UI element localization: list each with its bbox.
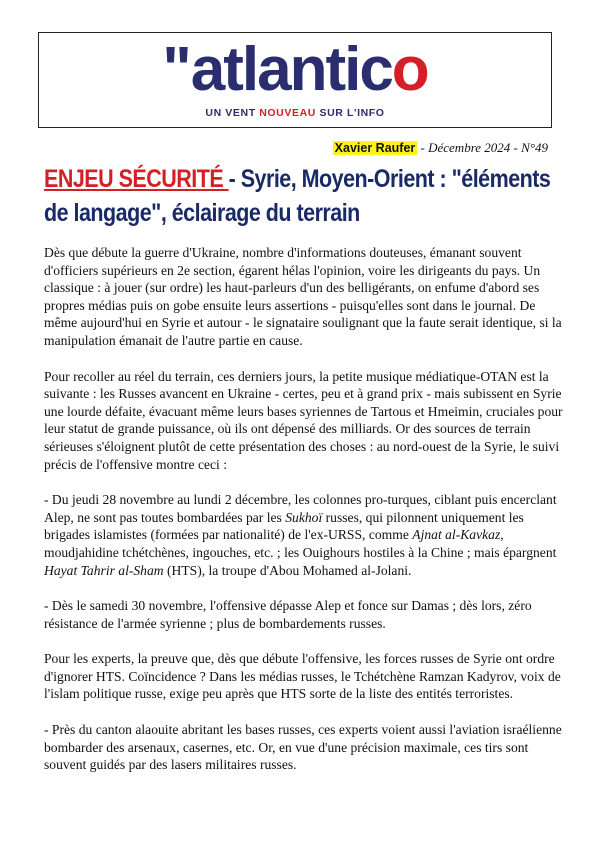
byline	[333, 140, 548, 156]
paragraph: - Du jeudi 28 novembre au lundi 2 décembre, les colonnes pro-turques, ciblant puis encerclant Alep, ne sont pas toutes bombardées par les Sukhoï russes, qui pilonnent uniquement les brigades islamistes (formées par nationalité) de l'ex-URSS, comme Ajnat al-Kavkaz, moudjahidine tchétchènes, ingouches, etc. ; les Ouighours hostiles à la Chine ; mais épargnent Hayat Tahrir al-Sham (HTS), la troupe d'Abou Mohamed al-Jolani.	[44, 492, 557, 578]
issue-details: - Décembre 2024 - N°49	[417, 140, 548, 155]
emphasis: Ajnat al-Kavkaz	[412, 527, 501, 543]
paragraph: - Dès le samedi 30 novembre, l'offensive dépasse Alep et fonce sur Damas ; dès lors, zéro résistance de l'armée syrienne ; plus de bombardements russes.	[44, 598, 532, 631]
paragraph: Pour recoller au réel du terrain, ces derniers jours, la petite musique médiatique-OTAN est la suivante : les Russes avancent en Ukraine - certes, peu et à grand prix - mais subissent en Syrie une lourde défaite, évacuant même leurs bases syriennes de Tartous et Hmeimin, cruciales pour leur statut de grande puissance, où ils ont dépensé des milliards. Or des sources de terrain sérieuses s'éloignent plutôt de cette présentation des choses : au nord-ouest de la Syrie, le suivi précis de l'offensive montre ceci :	[44, 368, 563, 472]
article-body	[44, 244, 564, 792]
logo-tagline: UN VENT NOUVEAU SUR L'INFO	[205, 107, 385, 119]
article-headline	[44, 162, 563, 230]
paragraph: - Près du canton alaouite abritant les bases russes, ces experts voient aussi l'aviation israélienne bombarder des arsenaux, casernes, etc. Or, en vue d'une précision maximale, ces tirs sont souvent guidés par des lasers militaires russes.	[44, 722, 562, 773]
author-name: Xavier Raufer	[334, 141, 416, 155]
emphasis: Hayat Tahrir al-Sham	[44, 562, 164, 578]
masthead-logo	[38, 32, 552, 128]
logo-wordmark: "atlantico	[162, 35, 428, 104]
headline-title: - Syrie, Moyen-Orient : "éléments de langage", éclairage du terrain	[44, 165, 551, 227]
paragraph: Pour les experts, la preuve que, dès que débute l'offensive, les forces russes de Syrie ont ordre d'ignorer HTS. Coïncidence ? Dans les médias russes, le Tchétchène Ramzan Kadyrov, voix de l'islam politique russe, exige peu après que HTS sorte de la liste des entités terroristes.	[44, 651, 561, 702]
emphasis: Sukhoï	[285, 509, 323, 525]
paragraph: Dès que débute la guerre d'Ukraine, nombre d'informations douteuses, émanant souvent d'officiers supérieurs en 2e section, égarent hélas l'opinion, voire les dirigeants du pays. Un classique : à jouer (sur ordre) les haut-parleurs d'un des belligérants, on enfume d'abord ses propres médias puis on gobe ensuite leurs assertions - puisqu'elles sont dans le journal. De même aujourd'hui en Syrie et autour - le signataire soulignant que la faute serait identique, si la manipulation émanait de l'autre partie en cause.	[44, 245, 562, 348]
headline-kicker: ENJEU SÉCURITÉ	[44, 165, 229, 193]
